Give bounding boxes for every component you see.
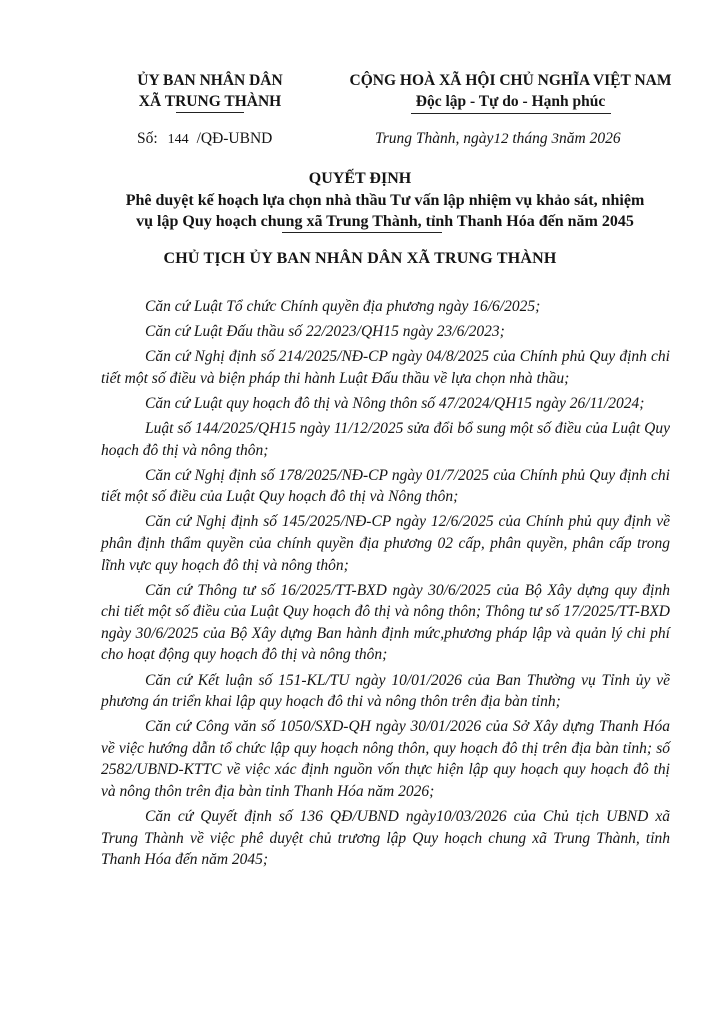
number-suffix: /QĐ-UBND <box>196 130 273 147</box>
legal-basis-paragraph: Căn cứ Luật Tổ chức Chính quyền địa phương ngày 16/6/2025; <box>145 298 541 315</box>
national-heading <box>318 70 703 114</box>
legal-basis-paragraph: Căn cứ Kết luận số 151-KL/TU ngày 10/01/2026 của Ban Thường vụ Tỉnh ủy về phương án triển khai lập quy hoạch đô thi và nông thôn trên địa bàn tỉnh; <box>101 671 670 711</box>
legal-basis-paragraph: Căn cứ Nghị định số 178/2025/NĐ-CP ngày 01/7/2025 của Chính phủ Quy định chi tiết một số điều của Luật Quy hoạch đô thị và Nông thôn; <box>101 466 670 506</box>
legal-basis-paragraph: Căn cứ Luật Đấu thầu số 22/2023/QH15 ngày 23/6/2023; <box>145 323 505 341</box>
subject-line-1: Phê duyệt kế hoạch lựa chọn nhà thầu Tư vấn lập nhiệm vụ khảo sát, nhiệm <box>125 192 645 209</box>
subject-divider <box>282 232 442 233</box>
legal-basis-paragraph: Căn cứ Nghị định số 214/2025/NĐ-CP ngày 04/8/2025 của Chính phủ Quy định chi tiết một số điều và biện pháp thi hành Luật Đấu thầu về lựa chọn nhà thầu; <box>101 348 670 387</box>
legal-basis-paragraph: Căn cứ Quyết định số 136 QĐ/UBND ngày10/03/2026 của Chủ tịch UBND xã Trung Thành về việc phê duyệt chủ trương lập Quy hoạch chung xã Trung Thành, tỉnh Thanh Hóa đến năm 2045; <box>101 808 670 869</box>
legal-basis-paragraph: Căn cứ Thông tư số 16/2025/TT-BXD ngày 30/6/2025 của Bộ Xây dựng quy định chi tiết một số điều của Luật Quy hoạch đô thị và nông thôn; Thông tư số 17/2025/TT-BXD ngày 30/6/2025 của Bộ Xây dựng Ban hành định mức,phương pháp lập và quản lý chi phí cho hoạt động quy hoạch đô thị và nông thôn; <box>101 581 670 664</box>
subject-line-2: vụ lập Quy hoạch chung xã Trung Thành, tỉnh Thanh Hóa đến năm 2045 <box>136 213 634 230</box>
document-number <box>137 130 272 148</box>
issuing-authority <box>95 70 325 113</box>
day-value: 12 <box>493 131 509 147</box>
legal-basis-paragraph: Luật số 144/2025/QH15 ngày 11/12/2025 sửa đổi bổ sung một số điều của Luật Quy hoạch đô thị và nông thôn; <box>101 419 670 459</box>
year-text: năm 2026 <box>559 130 621 147</box>
legal-basis <box>101 296 670 871</box>
national-motto: Độc lập - Tự do - Hạnh phúc <box>415 93 606 110</box>
document-title: QUYẾT ĐỊNH <box>308 170 412 187</box>
document-subject <box>90 190 680 232</box>
motto-underline <box>411 113 611 114</box>
authority-underline <box>176 112 244 113</box>
place-date <box>375 130 621 148</box>
month-label: tháng <box>512 130 548 147</box>
legal-basis-paragraph: Căn cứ Công văn số 1050/SXD-QH ngày 30/01/2026 của Sở Xây dựng Thanh Hóa về việc hướng dẫn tổ chức lập quy hoạch nông thôn, quy hoạch đô thị trên địa bàn tỉnh; số 2582/UBND-KTTC về việc xác định nguồn vốn thực hiện lập quy hoạch quy hoạch đô thị và nông thôn trên địa bàn tỉnh Thanh Hóa năm 2026; <box>101 718 670 800</box>
legal-basis-paragraph: Căn cứ Nghị định số 145/2025/NĐ-CP ngày 12/6/2025 của Chính phủ quy định về phân định thẩm quyền của chính quyền địa phương 02 cấp, phân quyền, phân cấp trong lĩnh vực quy hoạch đô thị và nông thôn; <box>101 513 670 574</box>
number-value: 144 <box>167 132 189 147</box>
number-label: Số: <box>137 130 158 147</box>
authority-line-1: ỦY BAN NHÂN DÂN <box>137 72 283 89</box>
month-value: 3 <box>551 131 559 147</box>
authority-line-2: XÃ TRUNG THÀNH <box>138 93 282 110</box>
chairman-heading: CHỦ TỊCH ỦY BAN NHÂN DÂN XÃ TRUNG THÀNH <box>163 250 557 267</box>
national-name: CỘNG HOÀ XÃ HỘI CHỦ NGHĨA VIỆT NAM <box>349 72 672 89</box>
place-date-prefix: Trung Thành, ngày <box>375 130 494 147</box>
legal-basis-paragraph: Căn cứ Luật quy hoạch đô thị và Nông thôn số 47/2024/QH15 ngày 26/11/2024; <box>145 394 645 412</box>
